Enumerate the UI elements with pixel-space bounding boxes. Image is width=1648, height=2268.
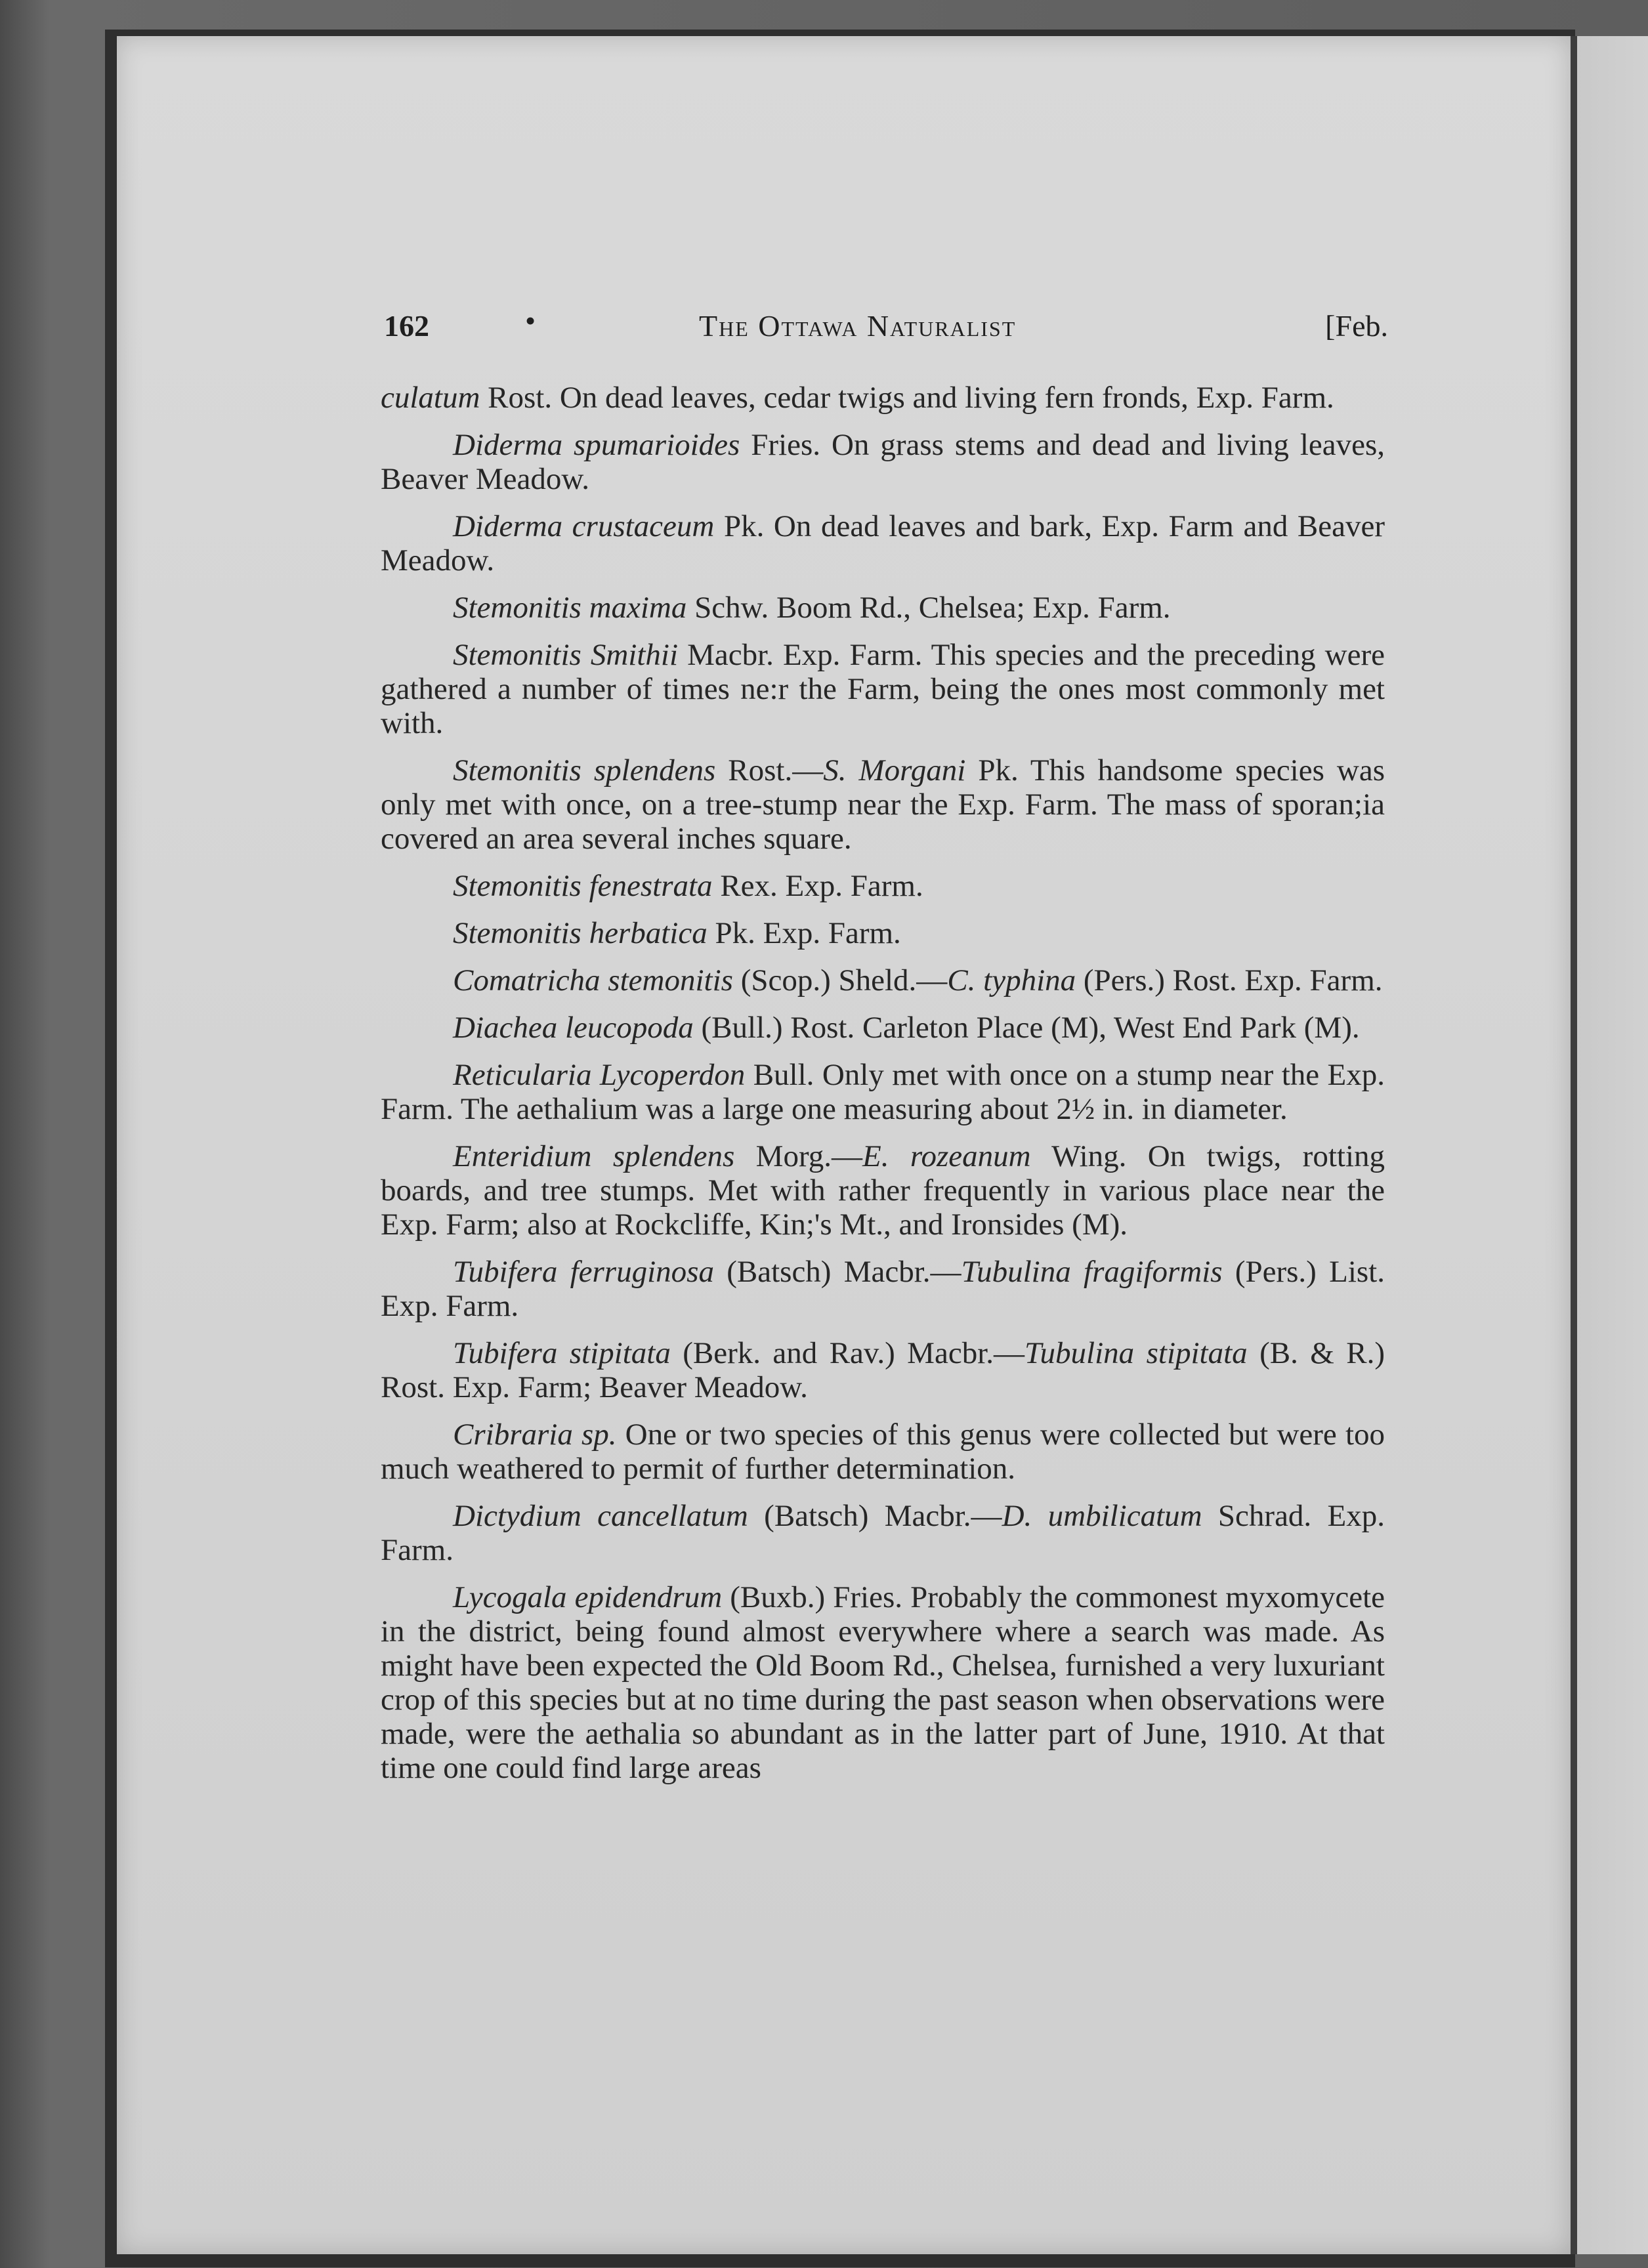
species-name: Tubulina stipitata	[1025, 1336, 1248, 1370]
header-dot: •	[525, 304, 536, 337]
species-name: D. umbilicatum	[1002, 1499, 1202, 1533]
species-name: Dictydium cancellatum	[453, 1499, 748, 1533]
species-entry	[381, 1255, 1385, 1323]
page-number: 162	[384, 309, 429, 343]
entry-text: Schw. Boom Rd., Chelsea; Exp. Farm.	[687, 591, 1171, 625]
species-name: Stemonitis herbatica	[453, 916, 708, 950]
species-entry	[381, 753, 1385, 856]
entry-text: (Buxb.) Fries. Probably the commonest myxomycete in the district, being found almost everywhere where a search was made. As might have been expected the Old Boom Rd., Chelsea, furnished a very luxuriant crop of this species but at no time during the past season when observations were made, were the aethalia so abundant as in the latter part of June, 1910. At that time one could find large areas	[381, 1580, 1385, 1785]
entry-text: (B. & R.) Rost. Exp. Farm; Beaver Meadow.	[381, 1336, 1385, 1404]
entry-text: (Batsch) Macbr.—	[748, 1499, 1002, 1533]
book-gutter	[1571, 36, 1577, 2254]
species-name: Stemonitis Smithii	[453, 638, 679, 672]
entry-text: (Pers.) Rost. Exp. Farm.	[1076, 963, 1383, 998]
entry-text: One or two species of this genus were collected but were too much weathered to permit of further determination.	[381, 1418, 1385, 1486]
entry-text: Wing. On twigs, rotting boards, and tree stumps. Met with rather frequently in various place near the Exp. Farm; also at Rockcliffe, Kin;'s Mt., and Ironsides (M).	[381, 1139, 1385, 1242]
entry-text: (Berk. and Rav.) Macbr.—	[670, 1336, 1025, 1370]
species-entry	[381, 428, 1385, 496]
species-name: Lycogala epidendrum	[453, 1580, 723, 1614]
species-name: Stemonitis splendens	[453, 753, 716, 788]
entry-text: Rex. Exp. Farm.	[712, 869, 923, 903]
entry-text: Morg.—	[734, 1139, 863, 1173]
entry-text: Rost. On dead leaves, cedar twigs and living fern fronds, Exp. Farm.	[480, 381, 1334, 415]
species-entry	[381, 963, 1385, 998]
species-entry	[381, 1011, 1385, 1045]
article-body	[381, 381, 1385, 1798]
species-name: C. typhina	[947, 963, 1076, 998]
species-name: E. rozeanum	[862, 1139, 1031, 1173]
entry-text: Fries. On grass stems and dead and living leaves, Beaver Meadow.	[381, 428, 1385, 496]
species-name: Diderma spumarioides	[453, 428, 740, 462]
entry-text: (Scop.) Sheld.—	[732, 963, 948, 998]
species-entry	[381, 591, 1385, 625]
entry-text: Pk. Exp. Farm.	[707, 916, 901, 950]
species-name: Diderma crustaceum	[453, 509, 715, 543]
species-entry	[381, 509, 1385, 578]
species-name: S. Morgani	[823, 753, 966, 788]
entry-text: (Bull.) Rost. Carleton Place (M), West End Park (M).	[693, 1011, 1360, 1045]
species-name: Stemonitis fenestrata	[453, 869, 713, 903]
species-entry	[381, 638, 1385, 740]
journal-title: The Ottawa Naturalist	[699, 309, 1017, 343]
species-name: Stemonitis maxima	[453, 591, 687, 625]
species-name: Tubifera stipitata	[453, 1336, 671, 1370]
entry-text: Pk. On dead leaves and bark, Exp. Farm and Beaver Meadow.	[381, 509, 1385, 578]
entry-text: Bull. Only met with once on a stump near the Exp. Farm. The aethalium was a large one measuring about 2½ in. in diameter.	[381, 1058, 1385, 1126]
species-entry	[381, 1058, 1385, 1126]
species-entry	[381, 1418, 1385, 1486]
species-name: culatum	[381, 381, 480, 415]
entry-text: Pk. This handsome species was only met with once, on a tree-stump near the Exp. Farm. The mass of sporan;ia covered an area several inches square.	[381, 753, 1385, 856]
species-entry	[381, 381, 1385, 415]
facing-page-edge	[1577, 36, 1648, 2254]
running-header	[384, 304, 1388, 354]
species-name: Reticularia Lycoperdon	[453, 1058, 746, 1092]
entry-text: Rost.—	[715, 753, 824, 788]
entry-text: (Batsch) Macbr.—	[713, 1255, 961, 1289]
species-entry	[381, 916, 1385, 950]
entry-text: Schrad. Exp. Farm.	[381, 1499, 1385, 1567]
species-name: Comatricha stemonitis	[453, 963, 733, 998]
entry-text: (Pers.) List. Exp. Farm.	[381, 1255, 1385, 1323]
species-name: Enteridium splendens	[453, 1139, 735, 1173]
species-name: Tubulina fragiformis	[961, 1255, 1223, 1289]
entry-text: Macbr. Exp. Farm. This species and the preceding were gathered a number of times ne:r the Farm, being the ones most commonly met with.	[381, 638, 1385, 740]
species-entry	[381, 1499, 1385, 1567]
species-entry	[381, 1139, 1385, 1242]
species-name: Tubifera ferruginosa	[453, 1255, 714, 1289]
species-name: Cribraria sp.	[453, 1418, 617, 1452]
header-section: [Feb.	[1325, 309, 1388, 343]
species-entry	[381, 1580, 1385, 1785]
species-entry	[381, 869, 1385, 903]
species-name: Diachea leucopoda	[453, 1011, 694, 1045]
species-entry	[381, 1336, 1385, 1404]
